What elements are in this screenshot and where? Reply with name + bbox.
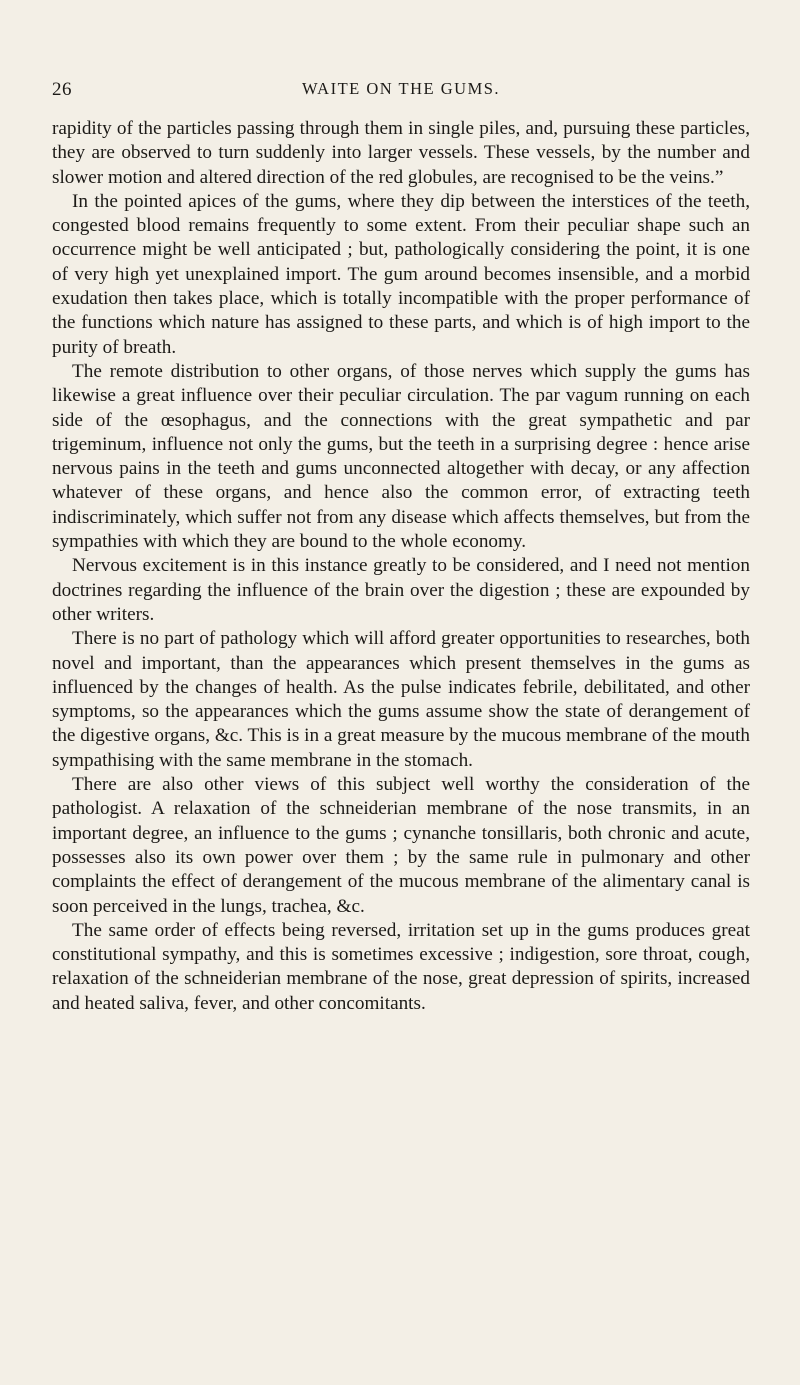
body-text	[52, 117, 750, 1016]
paragraph-6: There are also other views of this subject well worthy the consideration of the pathologist. A relaxation of the schneiderian membrane of the nose transmits, in an important degree, an influence to the gums ; cynanche tonsillaris, both chronic and acute, possesses also its own power over them ; by the same rule in pulmonary and other complaints the effect of derangement of the mucous membrane of the alimentary canal is soon perceived in the lungs, trachea, &c.	[52, 774, 750, 917]
paragraph-2: In the pointed apices of the gums, where they dip between the interstices of the teeth, congested blood remains frequently to some extent. From their peculiar shape such an occurrence might be well anticipated ; but, pathologically considering the point, it is one of very high yet unexplained import. The gum around becomes insensible, and a morbid exudation then takes place, which is totally incompatible with the proper performance of the functions which nature has assigned to these parts, and which is of high import to the purity of breath.	[52, 190, 750, 358]
paragraph-7: The same order of effects being reversed, irritation set up in the gums produces great constitutional sympathy, and this is sometimes excessive ; indigestion, sore throat, cough, relaxation of the schneiderian membrane of the nose, great depression of spirits, increased and heated saliva, fever, and other concomitants.	[52, 919, 750, 1014]
paragraph-5: There is no part of pathology which will afford greater opportunities to researches, both novel and important, than the appearances which present themselves in the gums as influenced by the changes of health. As the pulse indicates febrile, debilitated, and other symptoms, so the appearances which the gums assume show the state of derangement of the digestive organs, &c. This is in a great measure by the mucous membrane of the mouth sympathising with the same membrane in the stomach.	[52, 628, 750, 771]
paragraph-4: Nervous excitement is in this instance greatly to be considered, and I need not mention doctrines regarding the influence of the brain over the digestion ; these are expounded by other writers.	[52, 555, 750, 625]
paragraph-3: The remote distribution to other organs, of those nerves which supply the gums has likewise a great influence over their peculiar circulation. The par vagum running on each side of the œsophagus, and the connections with the great sympathetic and par trigeminum, influence not only the gums, but the teeth in a surprising degree : hence arise nervous pains in the teeth and gums unconnected altogether with decay, or any affection whatever of these organs, and hence also the common error, of extracting teeth indiscriminately, which suffer not from any disease which affects themselves, but from the sympathies with which they are bound to the whole economy.	[52, 360, 750, 553]
paragraph-1: rapidity of the particles passing through them in single piles, and, pursuing these particles, they are observed to turn suddenly into larger vessels. These vessels, by the number and slower motion and altered direction of the red globules, are recognised to be the veins.”	[52, 118, 750, 188]
running-head: WAITE ON THE GUMS.	[301, 79, 501, 98]
page-header	[52, 79, 750, 105]
page-number: 26	[52, 79, 72, 100]
